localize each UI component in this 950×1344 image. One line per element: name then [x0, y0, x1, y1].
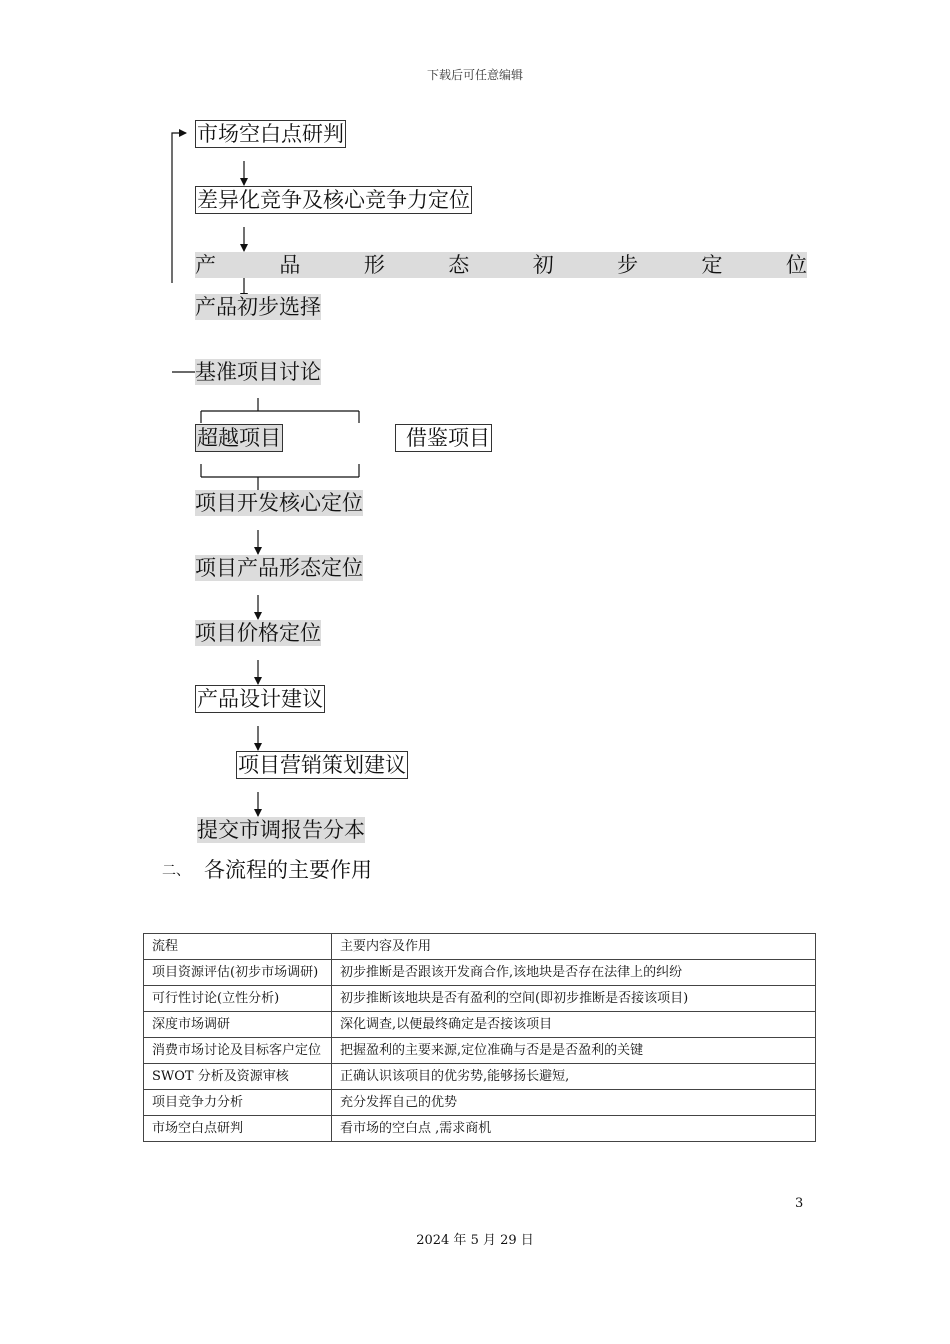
page-number: 3 — [795, 1196, 804, 1211]
page-footer-date: 2024 年 5 月 29 日 — [416, 1233, 534, 1248]
table-cell-content: 充分发挥自己的优势 — [332, 1090, 816, 1116]
spread-char: 形 — [363, 253, 385, 277]
table-cell-content: 把握盈利的主要来源,定位准确与否是是否盈利的关键 — [332, 1038, 816, 1064]
section-title: 各流程的主要作用 — [204, 858, 372, 882]
process-table — [143, 933, 816, 1142]
spread-char: 定 — [701, 253, 723, 277]
flow-node-differentiation: 差异化竞争及核心竞争力定位 — [197, 188, 470, 212]
flow-node-market-gap: 市场空白点研判 — [197, 122, 344, 146]
spread-char: 态 — [448, 253, 470, 277]
table-row — [144, 1090, 816, 1116]
spread-char: 位 — [785, 253, 807, 277]
table-cell-content: 看市场的空白点 ,需求商机 — [332, 1116, 816, 1142]
table-row — [144, 1116, 816, 1142]
table-cell-process: 消费市场讨论及目标客户定位 — [144, 1038, 332, 1064]
flow-node-core-position: 项目开发核心定位 — [195, 491, 363, 515]
flow-node-product-selection: 产品初步选择 — [195, 295, 321, 319]
table-header-cell: 流程 — [144, 934, 332, 960]
table-cell-content: 初步推断该地块是否有盈利的空间(即初步推断是否接该项目) — [332, 986, 816, 1012]
table-header-cell: 主要内容及作用 — [332, 934, 816, 960]
page-header: 下载后可任意编辑 — [426, 68, 523, 82]
table-row — [144, 986, 816, 1012]
flow-node-reference: 借鉴项目 — [395, 424, 492, 452]
table-row — [144, 1012, 816, 1038]
flow-node-benchmark: 基准项目讨论 — [195, 360, 321, 384]
table-cell-content: 正确认识该项目的优劣势,能够扬长避短, — [332, 1064, 816, 1090]
spread-char: 初 — [532, 253, 554, 277]
table-cell-content: 初步推断是否跟该开发商合作,该地块是否存在法律上的纠纷 — [332, 960, 816, 986]
table-cell-process: 市场空白点研判 — [144, 1116, 332, 1142]
table-cell-content: 深化调查,以便最终确定是否接该项目 — [332, 1012, 816, 1038]
table-header-row — [144, 934, 816, 960]
spread-char: 步 — [617, 253, 639, 277]
flow-node-price-position: 项目价格定位 — [195, 621, 321, 645]
flow-node-submit-report: 提交市调报告分本 — [197, 818, 365, 842]
loop-arrow — [172, 133, 186, 283]
table-cell-process: 项目竞争力分析 — [144, 1090, 332, 1116]
table-cell-process: 可行性讨论(立性分析) — [144, 986, 332, 1012]
table-row — [144, 960, 816, 986]
table-cell-process: SWOT 分析及资源审核 — [144, 1064, 332, 1090]
table-row — [144, 1038, 816, 1064]
flow-node-product-form — [195, 252, 807, 278]
table-cell-process: 深度市场调研 — [144, 1012, 332, 1038]
section-number: 二、 — [162, 863, 190, 879]
flow-node-design-suggestion: 产品设计建议 — [197, 687, 323, 711]
flow-node-surpass: 超越项目 — [197, 426, 281, 450]
table-cell-process: 项目资源评估(初步市场调研) — [144, 960, 332, 986]
spread-char: 品 — [279, 253, 301, 277]
spread-char: 产 — [195, 253, 216, 277]
flow-node-product-position: 项目产品形态定位 — [195, 556, 363, 580]
table-row — [144, 1064, 816, 1090]
section-heading — [162, 857, 372, 884]
flow-node-marketing-suggestion: 项目营销策划建议 — [238, 753, 406, 777]
